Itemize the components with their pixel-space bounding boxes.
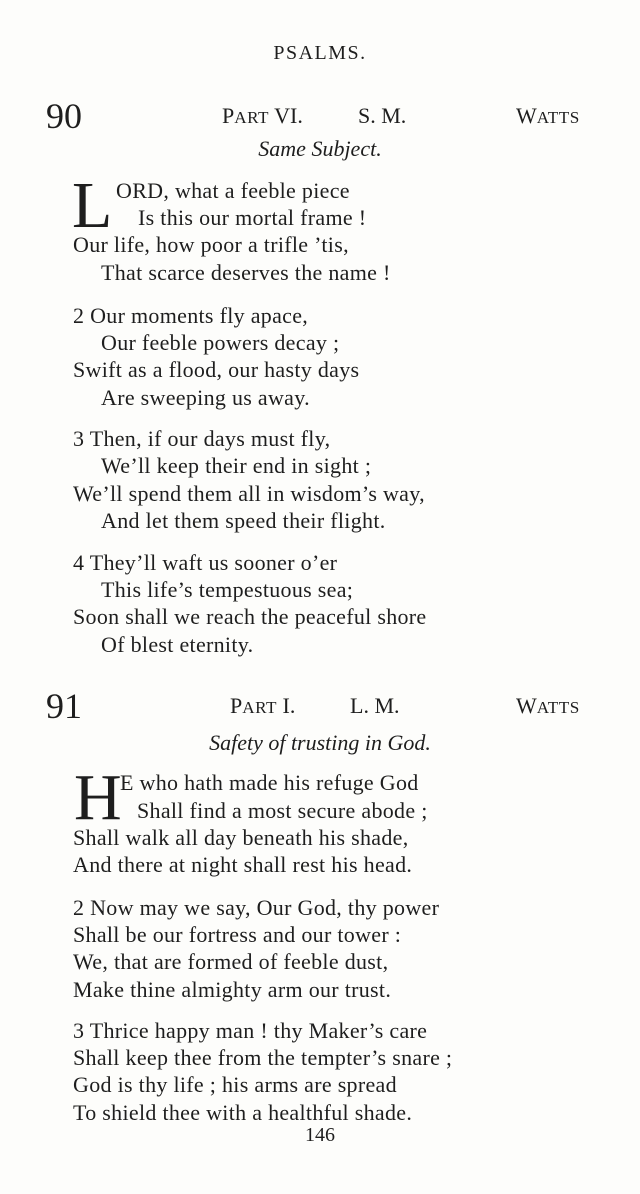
verse-line: 4 They’ll waft us sooner o’er <box>73 550 338 575</box>
hymn-90-header <box>0 96 640 136</box>
hymn-part <box>222 102 303 132</box>
verse-line: 2 Now may we say, Our God, thy power <box>73 895 440 920</box>
verse-line: To shield thee with a healthful shade. <box>73 1100 413 1125</box>
hymn-author: WATTS <box>516 693 580 718</box>
verse-line: God is thy life ; his arms are spread <box>73 1072 397 1097</box>
verse-line: That scarce deserves the name ! <box>101 260 391 285</box>
verse-line: 2 Our moments fly apace, <box>73 303 309 328</box>
drop-cap: H <box>74 761 122 834</box>
verse-line: Is this our mortal frame ! <box>138 205 367 230</box>
hymn-meter: L. M. <box>350 693 400 718</box>
verse-line: Our feeble powers decay ; <box>101 330 340 355</box>
verse-line: Shall find a most secure abode ; <box>137 798 428 823</box>
verse-line: And there at night shall rest his head. <box>73 852 413 877</box>
verse-line: Soon shall we reach the peaceful shore <box>73 604 427 629</box>
hymn-meter: S. M. <box>358 103 407 128</box>
hymn-91-header <box>0 686 640 726</box>
verse-line: We’ll keep their end in sight ; <box>101 453 372 478</box>
hymn-subject: Safety of trusting in God. <box>209 730 431 755</box>
hymn-part <box>230 692 295 722</box>
verse-line: Of blest eternity. <box>101 632 254 657</box>
part-number: VI. <box>274 103 303 128</box>
hymn-number: 91 <box>46 686 82 726</box>
verse-line: Shall keep thee from the tempter’s snare ; <box>73 1045 453 1070</box>
verse-line: We’ll spend them all in wisdom’s way, <box>73 481 425 506</box>
verse-line: ORD, what a feeble piece <box>116 178 350 203</box>
verse-line: 3 Then, if our days must fly, <box>73 426 331 451</box>
drop-cap: L <box>72 169 113 242</box>
hymn-author: WATTS <box>516 103 580 128</box>
verse-line: And let them speed their flight. <box>101 508 386 533</box>
verse-line: Our life, how poor a trifle ’tis, <box>73 232 349 257</box>
verse-line: We, that are formed of feeble dust, <box>73 949 389 974</box>
page-number: 146 <box>305 1124 335 1146</box>
verse-line: This life’s tempestuous sea; <box>101 577 354 602</box>
verse-line: Are sweeping us away. <box>101 385 310 410</box>
hymn-subject: Same Subject. <box>258 136 382 161</box>
part-word: PART <box>230 693 278 718</box>
running-head: PSALMS. <box>273 42 367 64</box>
hymn-number: 90 <box>46 96 82 136</box>
verse-line: Make thine almighty arm our trust. <box>73 977 392 1002</box>
verse-line: Shall be our fortress and our tower : <box>73 922 402 947</box>
verse-line: E who hath made his refuge God <box>120 770 419 795</box>
part-word: PART <box>222 103 270 128</box>
verse-line: Shall walk all day beneath his shade, <box>73 825 409 850</box>
part-number: I. <box>282 693 296 718</box>
verse-line: 3 Thrice happy man ! thy Maker’s care <box>73 1018 428 1043</box>
verse-line: Swift as a flood, our hasty days <box>73 357 360 382</box>
